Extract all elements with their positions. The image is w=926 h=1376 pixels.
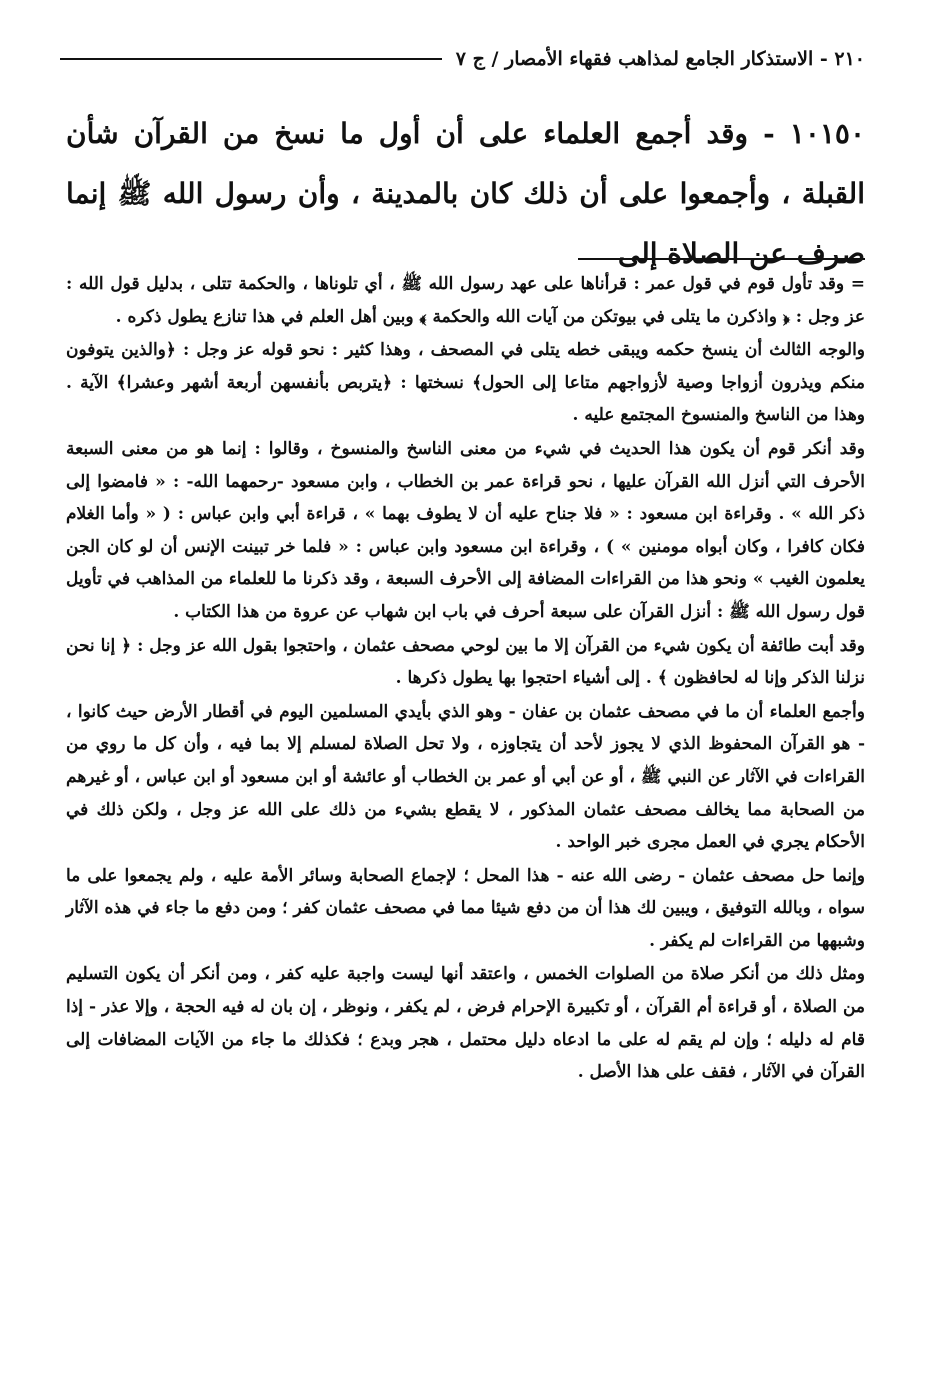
footnote-separator — [578, 258, 865, 260]
running-title: ٢١٠ - الاستذكار الجامع لمذاهب فقهاء الأمصار / ج ٧ — [455, 48, 865, 70]
footnote-paragraph: = وقد تأول قوم في قول عمر : قرأناها على عهد رسول الله ﷺ ، أي تلوناها ، والحكمة تتلى ، بدليل قول الله : عز وجل : ﴿ واذكرن ما يتلى في بيوتكن من آيات الله والحكمة ﴾ وبين أهل العلم في هذا تنازع يطول ذكره . — [66, 274, 865, 327]
footnotes — [66, 268, 865, 1089]
footnote-paragraph: ومثل ذلك من أنكر صلاة من الصلوات الخمس ، واعتقد أنها ليست واجبة عليه كفر ، ومن أنكر أن يكون التسليم من الصلاة ، أو قراءة أم القرآن ، أو تكبيرة الإحرام فرض ، لم يكفر ، ونوظر ، إن بان له فيه الحجة ، وإلا عذر - إذا قام له دليله ؛ وإن لم يقم له على ما ادعاه دليل محتمل ، هجر وبدع ؛ فكذلك ما جاء من الآيات المضافات إلى القرآن في الآثار ، فقف على هذا الأصل . — [66, 964, 865, 1083]
running-header — [60, 42, 865, 76]
footnote-paragraph: وإنما حل مصحف عثمان - رضى الله عنه - هذا المحل ؛ لإجماع الصحابة وسائر الأمة عليه ، ولم يجمعوا على ما سواه ، وبالله التوفيق ، ويبين لك هذا أن من دفع شيئا مما في مصحف عثمان كفر ؛ ومن دفع ما جاء في هذه الآثار وشبهها من القراءات لم يكفر . — [66, 865, 865, 951]
footnote-paragraph: وقد أبت طائفة أن يكون شيء من القرآن إلا ما بين لوحي مصحف عثمان ، واحتجوا بقول الله عز وجل : ﴿ إنا نحن نزلنا الذكر وإنا له لحافظون ﴾ . إلى أشياء احتجوا بها يطول ذكرها . — [66, 635, 865, 689]
header-rule — [60, 58, 442, 60]
footnote-paragraph: والوجه الثالث أن ينسخ حكمه ويبقى خطه يتلى في المصحف ، وهذا كثير : نحو قوله عز وجل : ﴿والذين يتوفون منكم ويذرون أزواجا وصية لأزواجهم متاعا إلى الحول﴾ نسختها : ﴿يتربص بأنفسهن أربعة أشهر وعشرا﴾ الآية . وهذا من الناسخ والمنسوخ المجتمع عليه . — [66, 340, 865, 426]
footnote-paragraph: وأجمع العلماء أن ما في مصحف عثمان بن عفان - وهو الذي بأيدي المسلمين اليوم في أقطار الأرض حيث كانوا ، - هو القرآن المحفوظ الذي لا يجوز لأحد أن يتجاوزه ، ولا تحل الصلاة لمسلم إلا بما فيه ، وأن كل ما روي من القراءات في الآثار عن النبي ﷺ ، أو عن أبي أو عمر بن الخطاب أو عائشة أو ابن مسعود أو ابن عباس ، أو غيرهم من الصحابة مما يخالف مصحف عثمان المذكور ، لا يقطع بشيء من ذلك على الله عز وجل ، ولكن ذلك في الأحكام يجري في العمل مجرى خبر الواحد . — [66, 701, 865, 853]
footnote-paragraph: وقد أنكر قوم أن يكون هذا الحديث في شيء من معنى الناسخ والمنسوخ ، وقالوا : إنما هو من معنى السبعة الأحرف التي أنزل الله القرآن عليها ، نحو قراءة عمر بن الخطاب ، وابن مسعود -رحمهما الله- : « فامضوا إلى ذكر الله » . وقراءة ابن مسعود : « فلا جناح عليه أن لا يطوف بهما » ، قراءة أبي وابن عباس : ( « وأما الغلام فكان كافرا ، وكان أبواه مومنين » ) ، وقراءة ابن مسعود وابن عباس : « فلما خر تبينت الإنس أن لو كان الجن يعلمون الغيب » ونحو هذا من القراءات المضافة إلى الأحرف السبعة ، وقد ذكرنا ما للعلماء من المذاهب في تأويل قول رسول الله ﷺ : أنزل القرآن على سبعة أحرف في باب ابن شهاب عن عروة من هذا الكتاب . — [66, 438, 865, 622]
main-paragraph: ١٠١٥٠ - وقد أجمع العلماء على أن أول ما نسخ من القرآن شأن القبلة ، وأجمعوا على أن ذلك كان بالمدينة ، وأن رسول الله ﷺ إنما صرف عن الصلاة إلى — [66, 117, 865, 270]
